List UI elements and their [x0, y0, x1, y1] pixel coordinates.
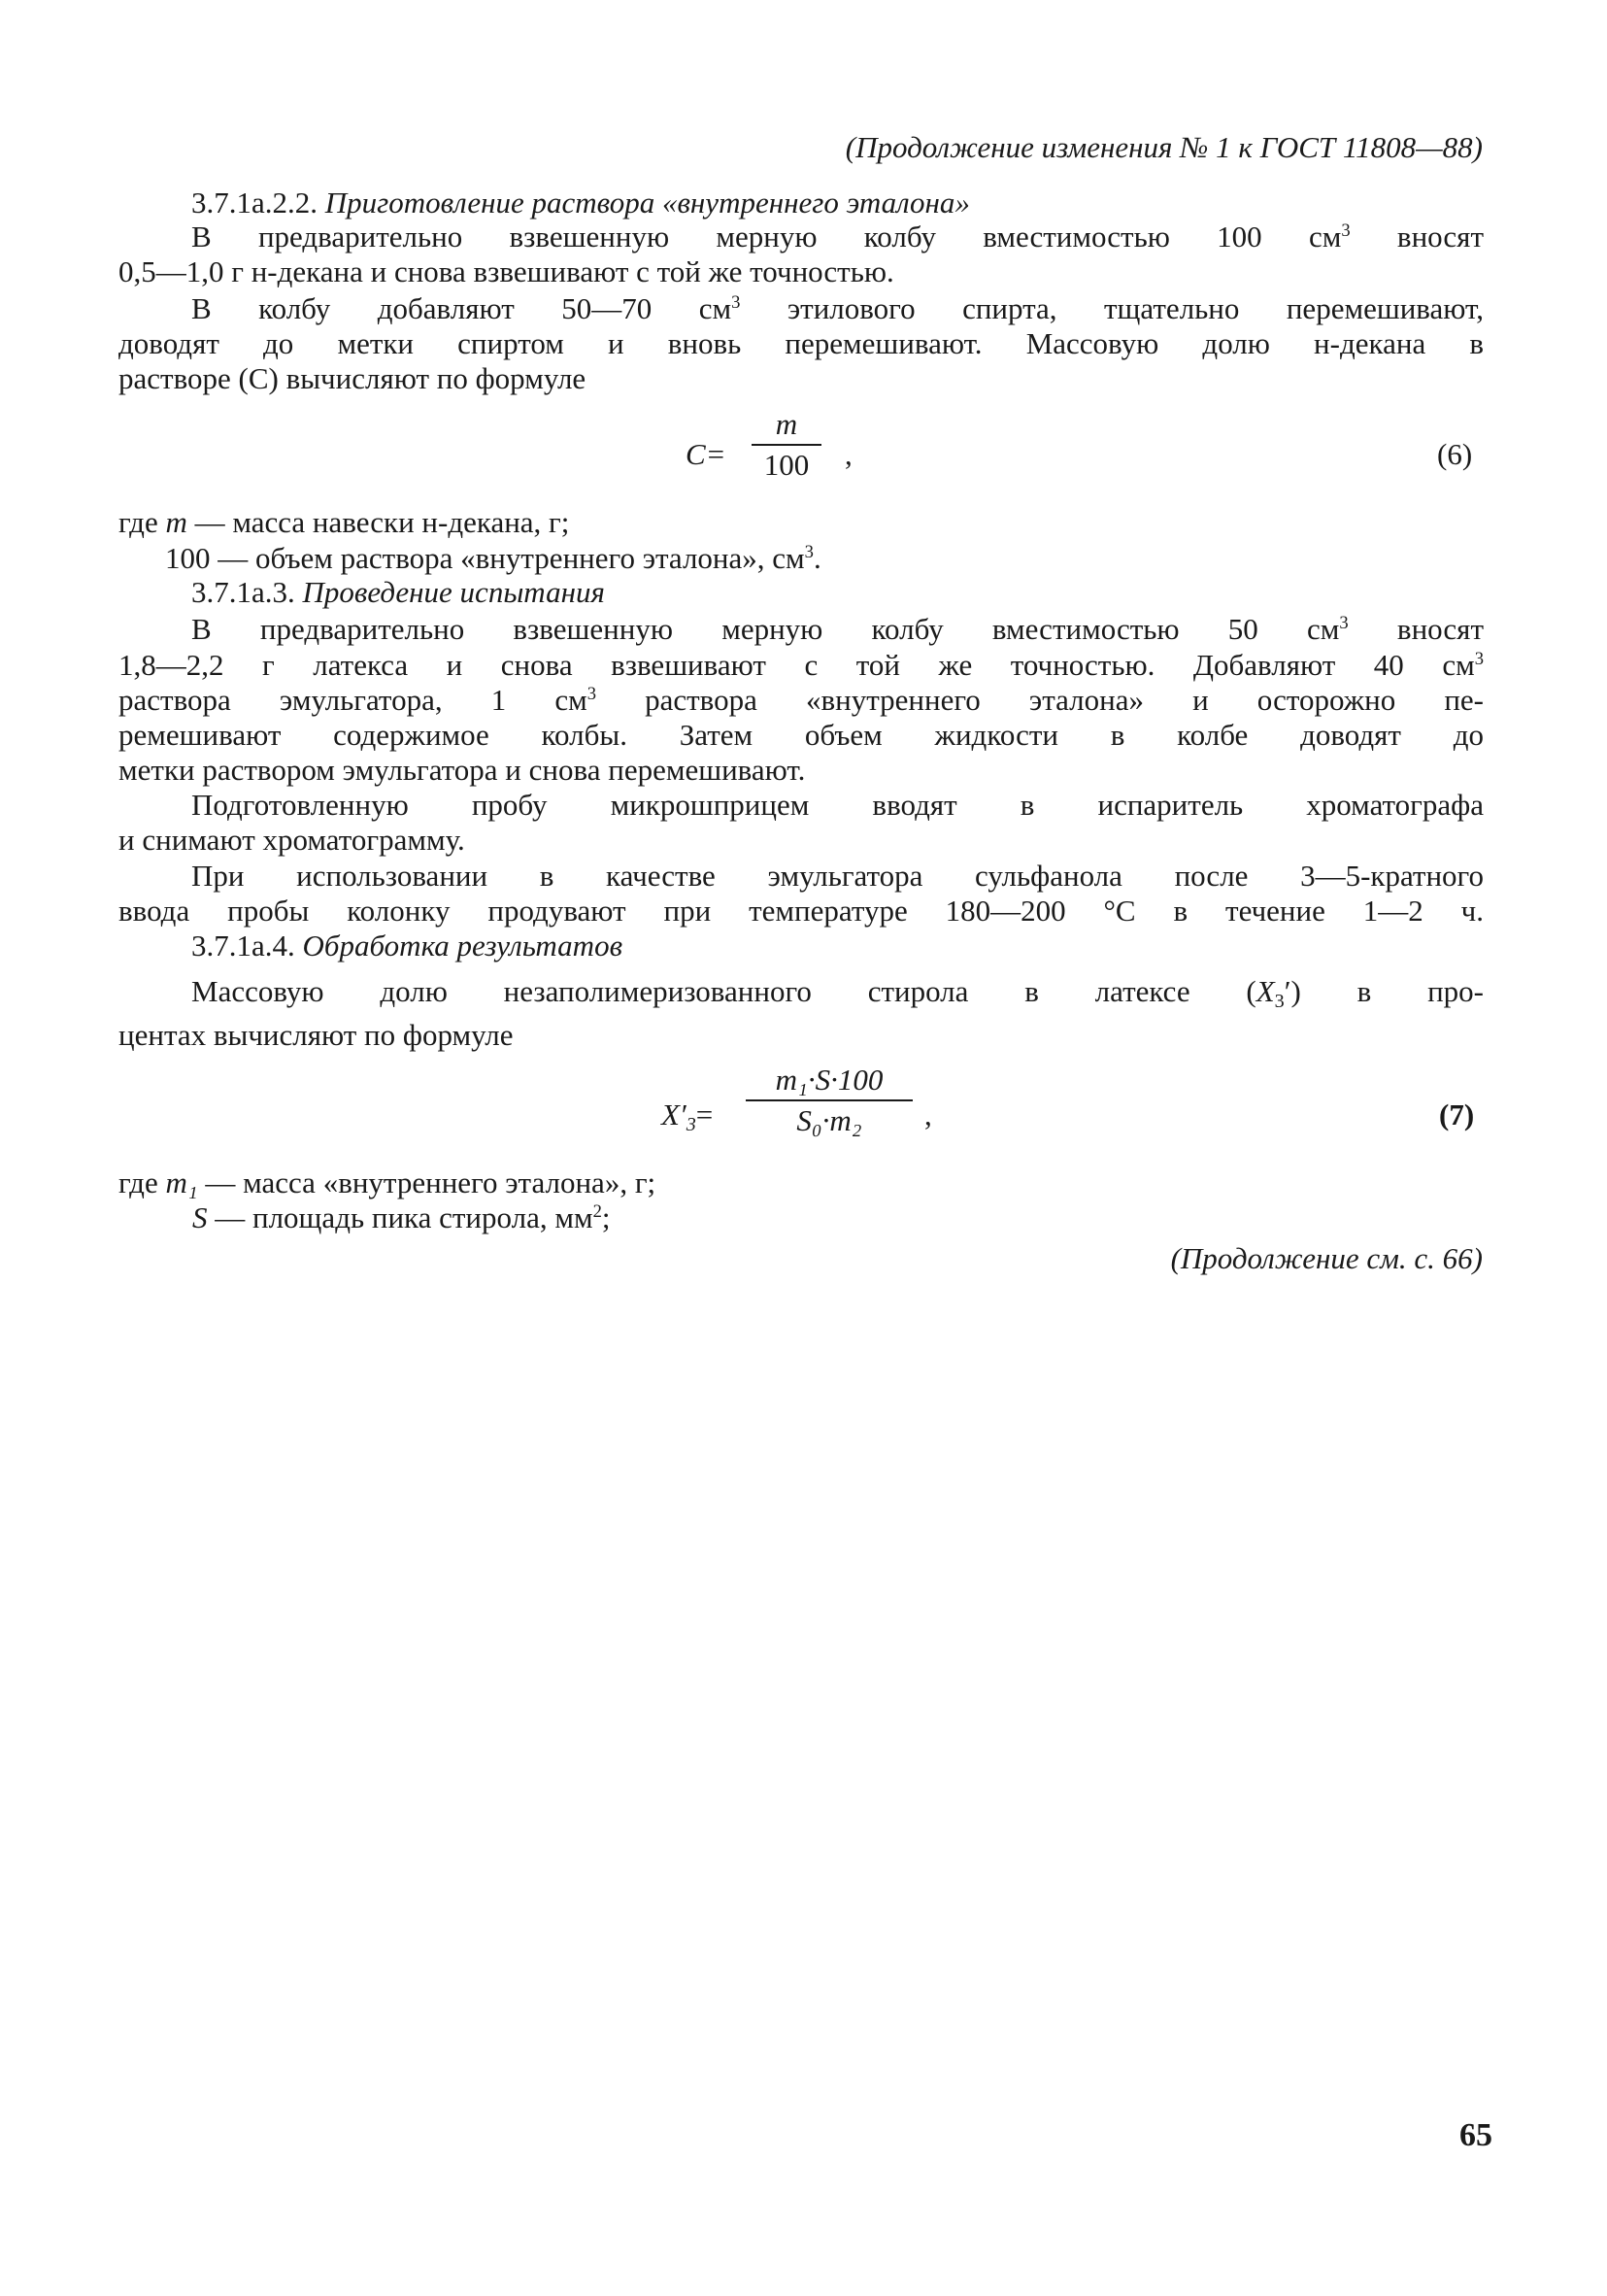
paragraph-line: [191, 219, 1484, 254]
superscript: 3: [1339, 612, 1349, 633]
fraction-bar: [746, 1099, 913, 1101]
text-span: вносят: [1348, 612, 1484, 646]
paragraph-line: [118, 683, 1484, 718]
where-line: [118, 505, 569, 540]
text-span: где: [118, 505, 166, 539]
paragraph-line: ремешивают содержимое колбы. Затем объем жидкости в колбе доводят до: [118, 718, 1484, 752]
paragraph-line: [118, 648, 1484, 683]
formula-7-label: (7): [1439, 1097, 1475, 1131]
paragraph-line: ввода пробы колонку продувают при температуре 180—200 °С в течение 1—2 ч.: [118, 894, 1484, 928]
paragraph-line: При использовании в качестве эмульгатора сульфанола после 3—5-кратного: [191, 859, 1484, 893]
section-heading: [191, 186, 970, 220]
section-number: 3.7.1а.2.2.: [191, 186, 318, 219]
text-span: — масса «внутреннего эталона», г;: [197, 1165, 656, 1199]
paragraph-line: доводят до метки спиртом и вновь перемешивают. Массовую долю н-декана в: [118, 326, 1484, 360]
text-span: 100 — объем раствора «внутреннего эталона», см: [165, 541, 805, 575]
text-span: .: [813, 541, 821, 575]
section-number: 3.7.1а.3.: [191, 575, 295, 609]
section-title: Проведение испытания: [302, 575, 605, 609]
subscript: 3: [686, 1114, 696, 1136]
section-title: Приготовление раствора «внутреннего эталона»: [324, 186, 970, 219]
paragraph-line: Подготовленную пробу микрошприцем вводят в испаритель хроматографа: [191, 788, 1484, 822]
section-number: 3.7.1а.4.: [191, 929, 295, 962]
section-title: Обработка результатов: [302, 929, 623, 962]
variable: X′: [661, 1097, 686, 1131]
formula-comma: ,: [845, 437, 853, 471]
text-span: вносят: [1350, 219, 1484, 253]
formula-6-fraction: [752, 407, 821, 483]
paragraph-line: и снимают хроматограмму.: [118, 823, 465, 857]
text-span: ;: [601, 1200, 611, 1234]
text-span: где: [118, 1165, 166, 1199]
continuation-header: (Продолжение изменения № 1 к ГОСТ 11808—88): [845, 130, 1483, 164]
fraction-numerator: m: [775, 407, 798, 441]
text-span: этилового спирта, тщательно перемешивают,: [740, 291, 1484, 325]
text-span: В колбу добавляют 50—70 см: [191, 291, 732, 325]
variable: m₁: [165, 1165, 198, 1199]
subscript: 3: [1274, 991, 1285, 1013]
superscript: 3: [1341, 219, 1351, 241]
text-span: ′) в про-: [1284, 974, 1485, 1008]
fraction-bar: [752, 444, 821, 446]
variable: X: [1255, 974, 1275, 1008]
fraction-denominator: 100: [763, 448, 810, 482]
formula-comma: ,: [924, 1097, 932, 1131]
formula-7-lhs: [661, 1097, 714, 1136]
paragraph-line: 0,5—1,0 г н-декана и снова взвешивают с той же точностью.: [118, 254, 894, 288]
section-heading: [191, 575, 605, 610]
formula-6-label: (6): [1437, 437, 1473, 471]
paragraph-line: [191, 291, 1484, 326]
text-span: Массовую долю незаполимеризованного стирола в латексе (: [191, 974, 1256, 1008]
where-line: [118, 1165, 655, 1200]
text-span: — площадь пика стирола, мм: [207, 1200, 593, 1234]
text-span: В предварительно взвешенную мерную колбу вместимостью 100 см: [191, 219, 1342, 253]
continuation-footer: (Продолжение см. с. 66): [1170, 1241, 1483, 1275]
superscript: 3: [586, 683, 596, 704]
paragraph-line: метки раствором эмульгатора и снова перемешивают.: [118, 753, 806, 787]
superscript: 2: [592, 1200, 602, 1222]
formula-6-lhs: С=: [686, 437, 726, 471]
paragraph-line: растворе (С) вычисляют по формуле: [118, 361, 586, 395]
section-heading: [191, 929, 622, 963]
variable: S: [192, 1200, 208, 1234]
text-span: В предварительно взвешенную мерную колбу вместимостью 50 см: [191, 612, 1340, 646]
text-span: 1,8—2,2 г латекса и снова взвешивают с той же точностью. Добавляют 40 см: [118, 648, 1475, 682]
paragraph-line: [191, 612, 1484, 647]
text-span: раствора «внутреннего эталона» и осторожно пе-: [596, 683, 1485, 717]
variable: m: [165, 505, 187, 539]
superscript: 3: [804, 541, 814, 562]
where-line: [165, 541, 821, 576]
fraction-denominator: S₀·m₂: [796, 1103, 862, 1137]
page-number: 65: [1459, 2117, 1492, 2153]
formula-7-fraction: [746, 1063, 913, 1138]
paragraph-line: центах вычисляют по формуле: [118, 1018, 514, 1052]
text-span: раствора эмульгатора, 1 см: [118, 683, 587, 717]
fraction-numerator: m₁·S·100: [775, 1063, 884, 1097]
where-line: [192, 1200, 611, 1235]
paragraph-line: [191, 974, 1485, 1013]
text-span: — масса навески н-декана, г;: [186, 505, 570, 539]
equals-sign: =: [695, 1097, 714, 1131]
superscript: 3: [731, 291, 741, 313]
superscript: 3: [1474, 648, 1484, 669]
